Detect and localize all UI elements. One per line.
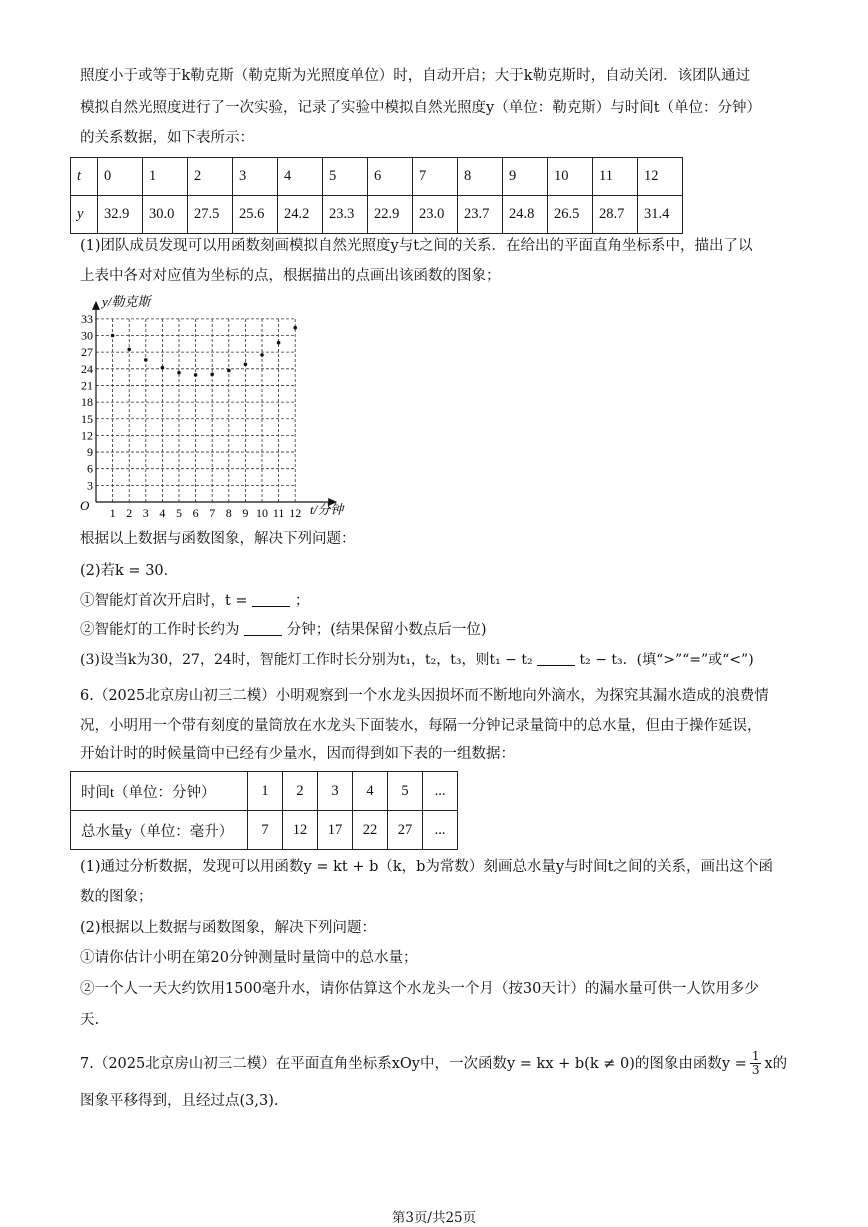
q1-line-1: (1)团队成员发现可以用函数刻画模拟自然光照度y与t之间的关系．在给出的平面直角坐标系中，描出了以 [80, 238, 753, 254]
table-cell-t: 7 [413, 158, 458, 196]
table-cell-water: 12 [283, 811, 318, 850]
q3-text: (3)设当k为30，27，24时，智能灯工作时长分别为t₁，t₂，t₃，则t₁ − t₂ [80, 652, 533, 668]
answer-blank-2[interactable] [244, 621, 282, 636]
after-chart-text: 根据以上数据与函数图象，解决下列问题： [80, 531, 356, 547]
table-cell-y: 28.7 [593, 196, 638, 234]
table-cell-time: 5 [388, 772, 423, 811]
y-tick-label: 27 [81, 345, 93, 360]
chart-y-axis-label: y/勒克斯 [102, 294, 151, 309]
intro-line-2: 模拟自然光照度进行了一次实验，记录了实验中模拟自然光照度y（单位：勒克斯）与时间t（单位：分钟） [80, 100, 762, 116]
table-row-y [71, 196, 683, 234]
intro-line-3: 的关系数据，如下表所示： [80, 130, 254, 146]
data-point [260, 353, 264, 357]
p7-text-end: x的 [764, 1055, 788, 1072]
table-cell-t: 8 [458, 158, 503, 196]
table-row-t [71, 158, 683, 196]
table-cell-t: 3 [233, 158, 278, 196]
table-cell-y: 24.8 [503, 196, 548, 234]
water-data-table [70, 771, 458, 850]
fraction [750, 1050, 762, 1077]
q2-sub-2 [80, 620, 487, 640]
p7-line-2: 图象平移得到，且经过点(3,3). [80, 1093, 279, 1109]
table-cell-t: 12 [638, 158, 683, 196]
table-row-water [71, 811, 458, 850]
p6q-line-1: (1)通过分析数据，发现可以用函数y = kt + b（k，b为常数）刻画总水量y与时间t之间的关系，画出这个函 [80, 859, 773, 875]
x-tick-label: 3 [142, 506, 149, 520]
x-tick-label: 11 [272, 506, 285, 520]
table-header-water: 总水量y（单位：毫升） [71, 811, 248, 850]
p6q-line-6: 天. [80, 1012, 100, 1028]
data-point [244, 363, 248, 367]
p6q-line-3: (2)根据以上数据与函数图象，解决下列问题： [80, 920, 377, 936]
light-data-table [70, 157, 683, 234]
y-tick-label: 9 [87, 445, 93, 460]
table-header-t: t [71, 158, 98, 196]
table-cell-t: 1 [143, 158, 188, 196]
x-tick-label: 7 [209, 506, 216, 520]
p7-text: 7.（2025北京房山初三二模）在平面直角坐标系xOy中，一次函数y = kx + b(k ≠ 0)的图象由函数y = [80, 1055, 747, 1072]
chart-grid [96, 319, 295, 502]
x-tick-label: 8 [225, 506, 232, 520]
table-cell-y: 25.6 [233, 196, 278, 234]
answer-blank-3[interactable] [537, 651, 575, 666]
data-point [111, 334, 115, 338]
q2-sub-1-end: ； [294, 593, 310, 609]
table-cell-water: 22 [353, 811, 388, 850]
table-cell-y: 26.5 [548, 196, 593, 234]
table-header-time: 时间t（单位：分钟） [71, 772, 248, 811]
fraction-numerator: 1 [751, 1049, 760, 1063]
x-tick-label: 5 [176, 506, 182, 520]
answer-blank-1[interactable] [252, 592, 290, 607]
data-point [194, 373, 198, 377]
x-tick-label: 6 [192, 506, 199, 520]
table-cell-y: 31.4 [638, 196, 683, 234]
table-cell-time: ... [423, 772, 458, 811]
table-cell-water: 17 [318, 811, 353, 850]
y-tick-label: 12 [81, 428, 93, 443]
table-cell-y: 27.5 [188, 196, 233, 234]
chart-x-axis-label: t/分钟 [310, 502, 344, 517]
table-cell-t: 11 [593, 158, 638, 196]
y-axis-arrow [92, 301, 100, 310]
p6-line-2: 况，小明用一个带有刻度的量筒放在水龙头下面装水，每隔一分钟记录量筒中的总水量，但由于操作延误， [80, 718, 762, 734]
table-cell-y: 23.7 [458, 196, 503, 234]
table-cell-y: 24.2 [278, 196, 323, 234]
p6q-line-4: ①请你估计小明在第20分钟测量时量筒中的总水量； [80, 950, 418, 966]
data-point [210, 373, 214, 377]
q3-line [80, 650, 754, 670]
chart-ticks [81, 312, 301, 520]
table-header-y: y [71, 196, 98, 234]
x-tick-label: 10 [256, 506, 268, 520]
y-tick-label: 21 [81, 378, 93, 393]
table-cell-t: 4 [278, 158, 323, 196]
table-cell-water: 7 [248, 811, 283, 850]
x-tick-label: 9 [242, 506, 249, 520]
table-cell-y: 23.3 [323, 196, 368, 234]
p6q-line-2: 数的图象； [80, 889, 153, 905]
data-point [277, 341, 281, 345]
table-cell-y: 23.0 [413, 196, 458, 234]
x-tick-label: 12 [289, 506, 302, 520]
y-tick-label: 30 [81, 328, 93, 343]
table-cell-time: 3 [318, 772, 353, 811]
table-cell-water: 27 [388, 811, 423, 850]
y-tick-label: 3 [87, 478, 93, 493]
y-tick-label: 6 [87, 461, 93, 476]
p6q-line-5: ②一个人一天大约饮用1500毫升水，请你估算这个水龙头一个月（按30天计）的漏水量可供一人饮用多少 [80, 981, 759, 997]
data-point [177, 371, 181, 375]
scatter-chart [76, 294, 366, 522]
table-cell-t: 6 [368, 158, 413, 196]
data-point [293, 326, 297, 330]
table-cell-t: 9 [503, 158, 548, 196]
x-tick-label: 4 [159, 506, 166, 520]
q3-end: t₂ − t₃．(填“>”“=”或“<”) [579, 652, 754, 668]
data-point [144, 358, 148, 362]
q1-line-2: 上表中各对对应值为坐标的点，根据描出的点画出该函数的图象； [80, 268, 501, 284]
table-row-time [71, 772, 458, 811]
p6-line-1: 6.（2025北京房山初三二模）小明观察到一个水龙头因损坏而不断地向外滴水，为探究其漏水造成的浪费情 [80, 688, 769, 704]
table-cell-time: 1 [248, 772, 283, 811]
table-cell-time: 2 [283, 772, 318, 811]
q2-line-1: (2)若k = 30． [80, 563, 179, 579]
intro-line-1: 照度小于或等于k勒克斯（勒克斯为光照度单位）时，自动开启；大于k勒克斯时，自动关闭．该团队通过 [80, 68, 751, 84]
y-tick-label: 33 [81, 311, 93, 326]
chart-origin-label: O [80, 498, 90, 513]
y-tick-label: 15 [81, 411, 93, 426]
p7-line-1 [80, 1050, 787, 1077]
page-footer: 第3页/共25页 [391, 1210, 477, 1226]
table-cell-t: 2 [188, 158, 233, 196]
q2-sub-1-text: ①智能灯首次开启时，t = [80, 593, 248, 609]
q2-sub-1 [80, 591, 309, 611]
x-tick-label: 1 [109, 506, 116, 520]
table-cell-t: 10 [548, 158, 593, 196]
table-cell-y: 22.9 [368, 196, 413, 234]
data-point [127, 348, 131, 352]
table-cell-water: ... [423, 811, 458, 850]
data-point [161, 366, 165, 370]
table-cell-time: 4 [353, 772, 388, 811]
p6-line-3: 开始计时的时候量筒中已经有少量水，因而得到如下表的一组数据： [80, 746, 515, 762]
table-cell-y: 32.9 [98, 196, 143, 234]
table-cell-t: 5 [323, 158, 368, 196]
fraction-denominator: 3 [751, 1063, 760, 1077]
y-tick-label: 24 [81, 361, 93, 376]
data-point [227, 369, 231, 373]
table-cell-t: 0 [98, 158, 143, 196]
x-tick-label: 2 [126, 506, 133, 520]
y-tick-label: 18 [81, 395, 93, 410]
chart-axes [92, 301, 337, 506]
q2-sub-2-text: ②智能灯的工作时长约为 [80, 622, 240, 638]
table-cell-y: 30.0 [143, 196, 188, 234]
q2-sub-2-end: 分钟；(结果保留小数点后一位) [286, 622, 487, 638]
